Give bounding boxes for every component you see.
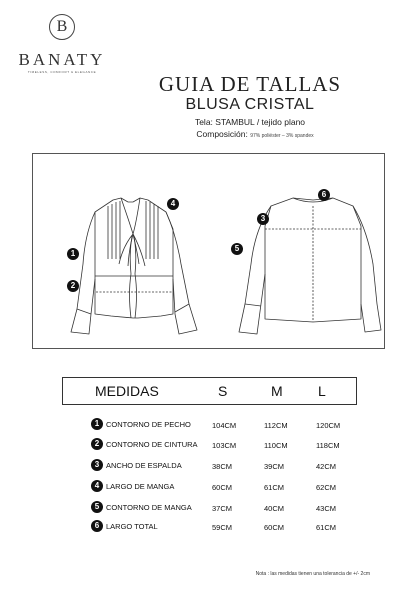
composition-label: Composición: [196,129,248,139]
fabric-info: Tela: STAMBUL / tejido plano [194,117,306,127]
size-value-s: 37CM [212,504,233,513]
composition-info [110,129,400,139]
size-table-header [62,377,357,405]
page-title: GUIA DE TALLAS [158,72,342,96]
brand-monogram-logo [49,14,75,40]
size-value-l: 62CM [316,483,337,492]
marker-2-front: 2 [67,280,79,292]
measure-label: LARGO DE MANGA [106,482,175,491]
table-row [0,501,416,517]
brand-tagline: TIMELESS, COMFORT & ELEGANCE [27,70,97,74]
size-value-m: 40CM [264,504,285,513]
marker-5-back: 5 [231,243,243,255]
table-row [0,418,416,434]
measures-header: MEDIDAS [95,383,159,399]
monogram-letter: B [56,18,68,35]
table-row [0,520,416,536]
marker-6-back: 6 [318,189,330,201]
size-l-header: L [318,383,326,399]
size-value-l: 43CM [316,504,337,513]
row-number-badge: 6 [91,520,103,532]
table-row [0,480,416,496]
row-number-badge: 2 [91,438,103,450]
size-value-s: 59CM [212,523,233,532]
size-value-s: 103CM [212,441,237,450]
tolerance-note: Nota : las medidas tienen una tolerancia de +/- 2cm [255,571,370,577]
row-number-badge: 3 [91,459,103,471]
garment-illustration-box [32,153,385,349]
size-value-l: 120CM [316,421,341,430]
size-m-header: M [271,383,283,399]
measure-label: CONTORNO DE CINTURA [106,440,198,449]
size-value-l: 118CM [316,441,340,450]
size-value-s: 38CM [212,462,233,471]
measure-label: CONTORNO DE MANGA [106,503,192,512]
measure-label: LARGO TOTAL [106,522,158,531]
table-row [0,459,416,475]
front-view-blouse [71,198,197,334]
row-number-badge: 4 [91,480,103,492]
size-value-l: 42CM [316,462,337,471]
marker-3-back: 3 [257,213,269,225]
marker-4-front: 4 [167,198,179,210]
measure-label: CONTORNO DE PECHO [106,420,191,429]
table-row [0,438,416,454]
size-value-m: 110CM [264,441,288,450]
garment-technical-drawing [33,154,384,348]
size-s-header: S [218,383,228,399]
brand-name: BANATY [18,50,106,69]
size-value-l: 61CM [316,523,337,532]
composition-value: 97% poliéster – 3% spandex [250,133,314,139]
row-number-badge: 5 [91,501,103,513]
product-name: BLUSA CRISTAL [185,96,315,113]
row-number-badge: 1 [91,418,103,430]
size-value-m: 39CM [264,462,285,471]
size-value-m: 60CM [264,523,285,532]
size-value-s: 104CM [212,421,237,430]
size-value-s: 60CM [212,483,233,492]
size-value-m: 112CM [264,421,288,430]
marker-1-front: 1 [67,248,79,260]
measure-label: ANCHO DE ESPALDA [106,461,182,470]
size-value-m: 61CM [264,483,285,492]
